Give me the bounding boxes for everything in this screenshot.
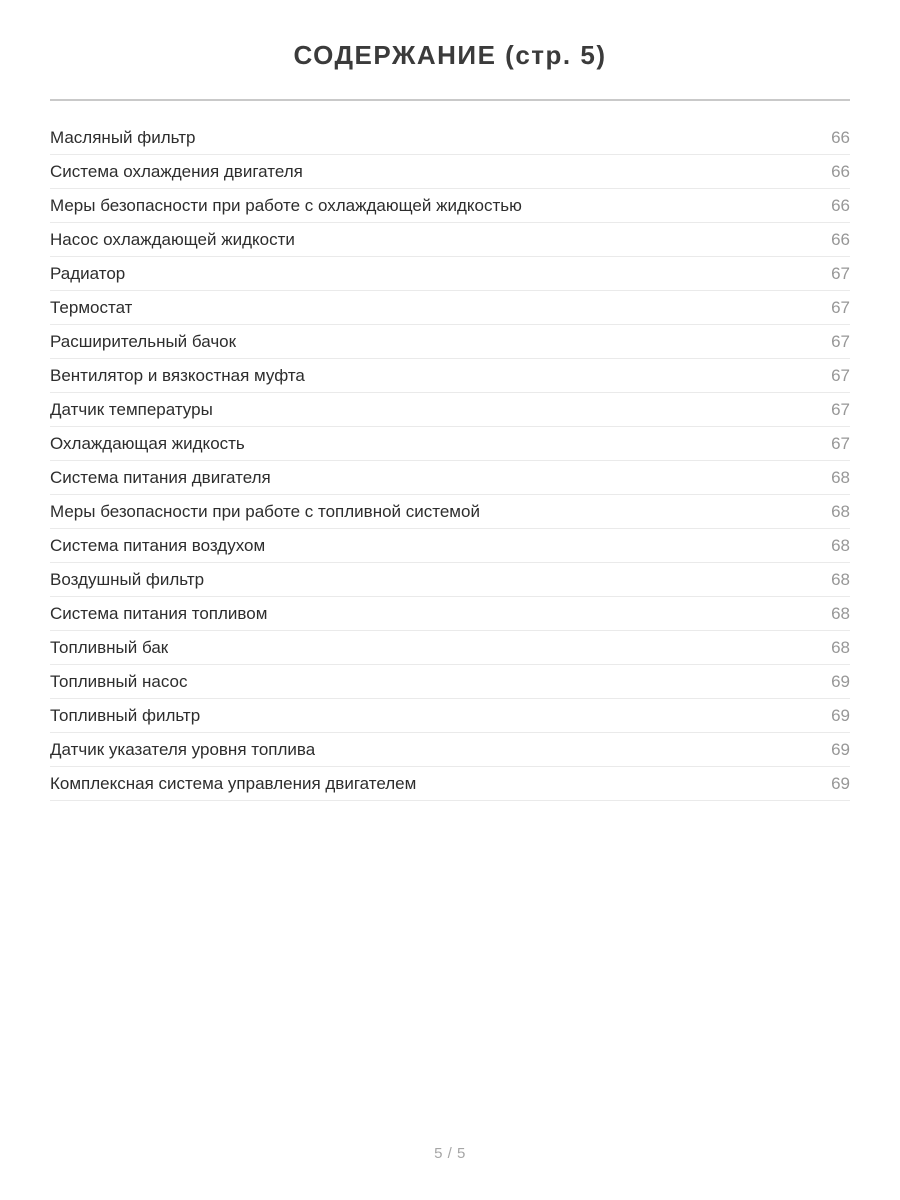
toc-entry[interactable] [50,563,850,597]
toc-entry-page-number: 67 [831,263,850,283]
toc-entry-page-number: 66 [831,127,850,147]
toc-entry-page-number: 69 [831,773,850,793]
page-indicator: 5 / 5 [434,1145,466,1162]
toc-entry-page-number: 67 [831,331,850,351]
toc-entry-page-number: 67 [831,297,850,317]
toc-entry[interactable] [50,427,850,461]
toc-entry-page-number: 68 [831,603,850,623]
toc-entry-label: Вентилятор и вязкостная муфта [50,365,305,385]
toc-entry[interactable] [50,121,850,155]
page-title: СОДЕРЖАНИЕ (стр. 5) [293,40,607,70]
toc-entry-label: Топливный фильтр [50,705,201,725]
toc-entry-page-number: 69 [831,671,850,691]
toc-entry[interactable] [50,767,850,801]
toc-entry-page-number: 67 [831,399,850,419]
toc-entry[interactable] [50,597,850,631]
toc-entry-label: Расширительный бачок [50,331,237,351]
toc-entry-label: Система охлаждения двигателя [50,161,303,181]
toc-entry[interactable] [50,325,850,359]
toc-entry-label: Датчик указателя уровня топлива [50,739,316,759]
toc-list [50,121,850,801]
toc-entry-page-number: 68 [831,535,850,555]
title-divider [50,99,850,101]
toc-entry[interactable] [50,291,850,325]
toc-entry-page-number: 66 [831,195,850,215]
toc-entry-page-number: 69 [831,739,850,759]
toc-entry[interactable] [50,529,850,563]
toc-entry-label: Масляный фильтр [50,127,196,147]
toc-entry-page-number: 68 [831,569,850,589]
toc-entry[interactable] [50,359,850,393]
toc-entry-label: Топливный бак [50,637,169,657]
toc-entry-page-number: 67 [831,365,850,385]
toc-entry-label: Система питания топливом [50,603,268,623]
toc-entry-page-number: 69 [831,705,850,725]
toc-entry-label: Комплексная система управления двигателем [50,773,417,793]
toc-entry[interactable] [50,223,850,257]
toc-entry-label: Топливный насос [50,671,188,691]
toc-entry-label: Меры безопасности при работе с охлаждающей жидкостью [50,195,522,215]
toc-entry[interactable] [50,155,850,189]
toc-entry[interactable] [50,631,850,665]
toc-entry-page-number: 68 [831,467,850,487]
toc-entry-page-number: 66 [831,161,850,181]
toc-entry[interactable] [50,495,850,529]
toc-entry-label: Термостат [50,297,133,317]
toc-entry-page-number: 67 [831,433,850,453]
toc-entry[interactable] [50,699,850,733]
toc-entry-label: Система питания двигателя [50,467,271,487]
toc-entry-label: Радиатор [50,263,126,283]
toc-entry-label: Воздушный фильтр [50,569,205,589]
toc-entry[interactable] [50,393,850,427]
toc-entry[interactable] [50,189,850,223]
toc-entry[interactable] [50,257,850,291]
toc-entry-page-number: 66 [831,229,850,249]
toc-entry-label: Насос охлаждающей жидкости [50,229,295,249]
toc-entry[interactable] [50,665,850,699]
toc-entry-page-number: 68 [831,637,850,657]
toc-entry[interactable] [50,461,850,495]
toc-entry-label: Система питания воздухом [50,535,266,555]
toc-entry-label: Датчик температуры [50,399,213,419]
toc-entry-page-number: 68 [831,501,850,521]
toc-entry[interactable] [50,733,850,767]
toc-entry-label: Меры безопасности при работе с топливной системой [50,501,480,521]
toc-entry-label: Охлаждающая жидкость [50,433,245,453]
